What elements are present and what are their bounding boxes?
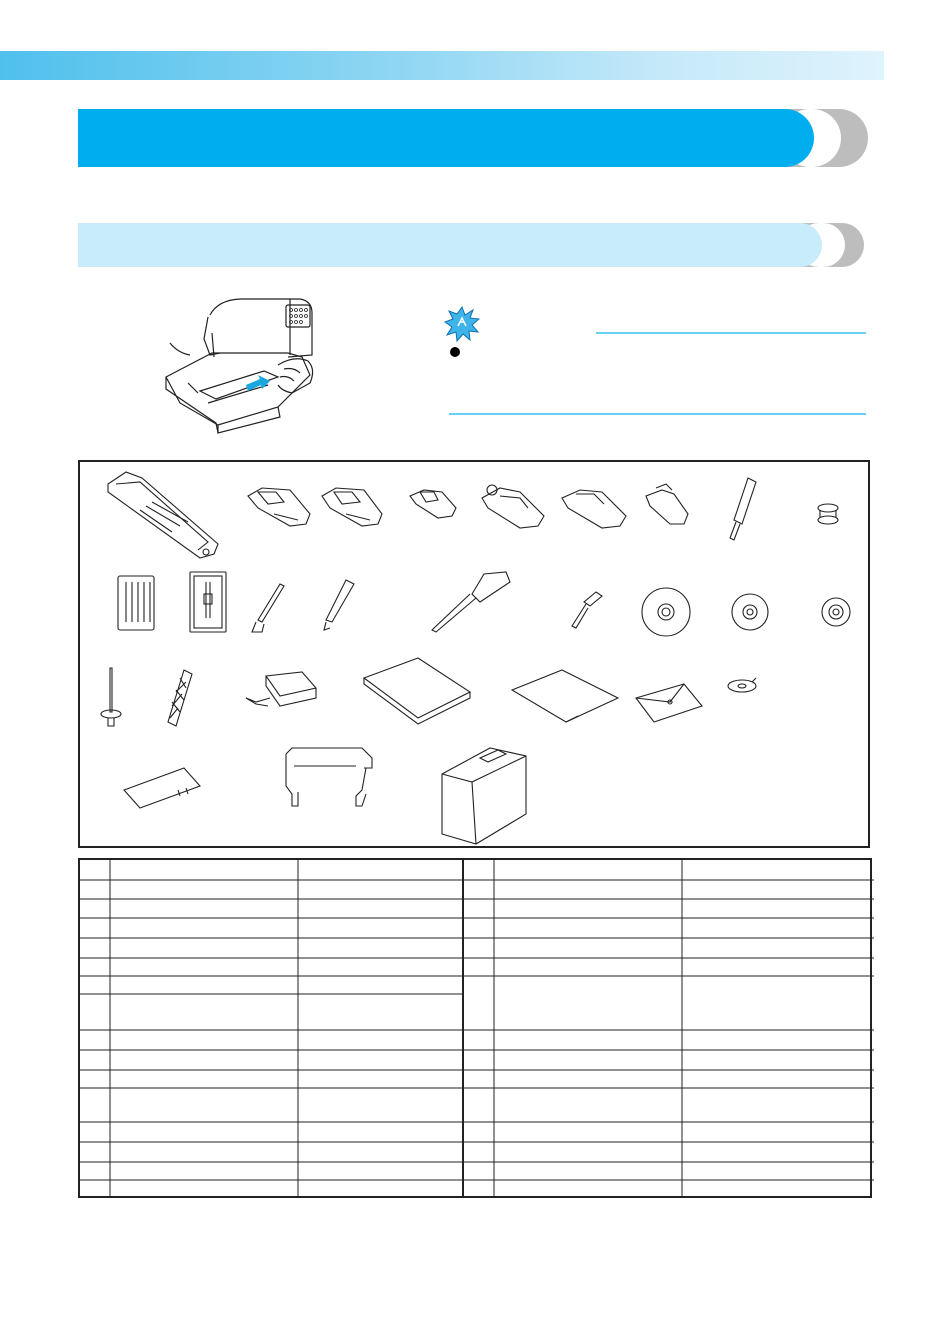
cover-plate-icon [124, 768, 200, 808]
quick-reference-guide-icon [512, 670, 618, 722]
foot-controller-icon [246, 672, 316, 706]
spool-net-icon [168, 670, 192, 726]
memo-bottom-rule [449, 413, 866, 415]
disc-screwdriver-icon [572, 592, 602, 628]
accessory-illustrations [78, 460, 870, 848]
presser-foot-icon [322, 488, 382, 526]
buttonhole-foot-icon [108, 472, 218, 558]
eyelet-punch-icon [324, 580, 354, 630]
presser-foot-icon [562, 490, 626, 528]
cleaning-brush-icon [252, 584, 284, 632]
spool-cap-small-icon [822, 598, 850, 626]
table-rows-left [80, 880, 463, 1180]
top-gradient-bar [0, 51, 884, 80]
chapter-header [78, 109, 868, 167]
bobbin-icon [818, 504, 838, 524]
needle-set-icon [118, 576, 154, 630]
spool-pin-icon [101, 668, 121, 726]
accessory-parts-table [78, 858, 872, 1198]
hard-case-icon [442, 748, 526, 844]
memo-bullet [450, 347, 460, 357]
table-rows-right [463, 880, 874, 1180]
spool-felt-icon [728, 678, 756, 692]
presser-foot-icon [248, 488, 310, 526]
spool-cap-large-icon [642, 588, 690, 636]
memo-star-icon [444, 306, 480, 342]
accessory-bag-icon [636, 684, 702, 722]
twin-needle-icon [190, 572, 226, 632]
spool-cap-medium-icon [732, 594, 768, 630]
presser-foot-icon [482, 485, 544, 528]
seam-ripper-icon [730, 478, 756, 540]
memo-text [468, 344, 866, 404]
instruction-manual-icon [364, 658, 470, 724]
accessory-compartment-illustration [160, 295, 320, 435]
section-header [78, 223, 864, 267]
presser-foot-icon [410, 490, 456, 518]
presser-foot-icon [646, 484, 688, 524]
screwdriver-icon [432, 572, 510, 632]
memo-top-rule [596, 332, 866, 334]
knee-lifter-icon [286, 748, 372, 806]
